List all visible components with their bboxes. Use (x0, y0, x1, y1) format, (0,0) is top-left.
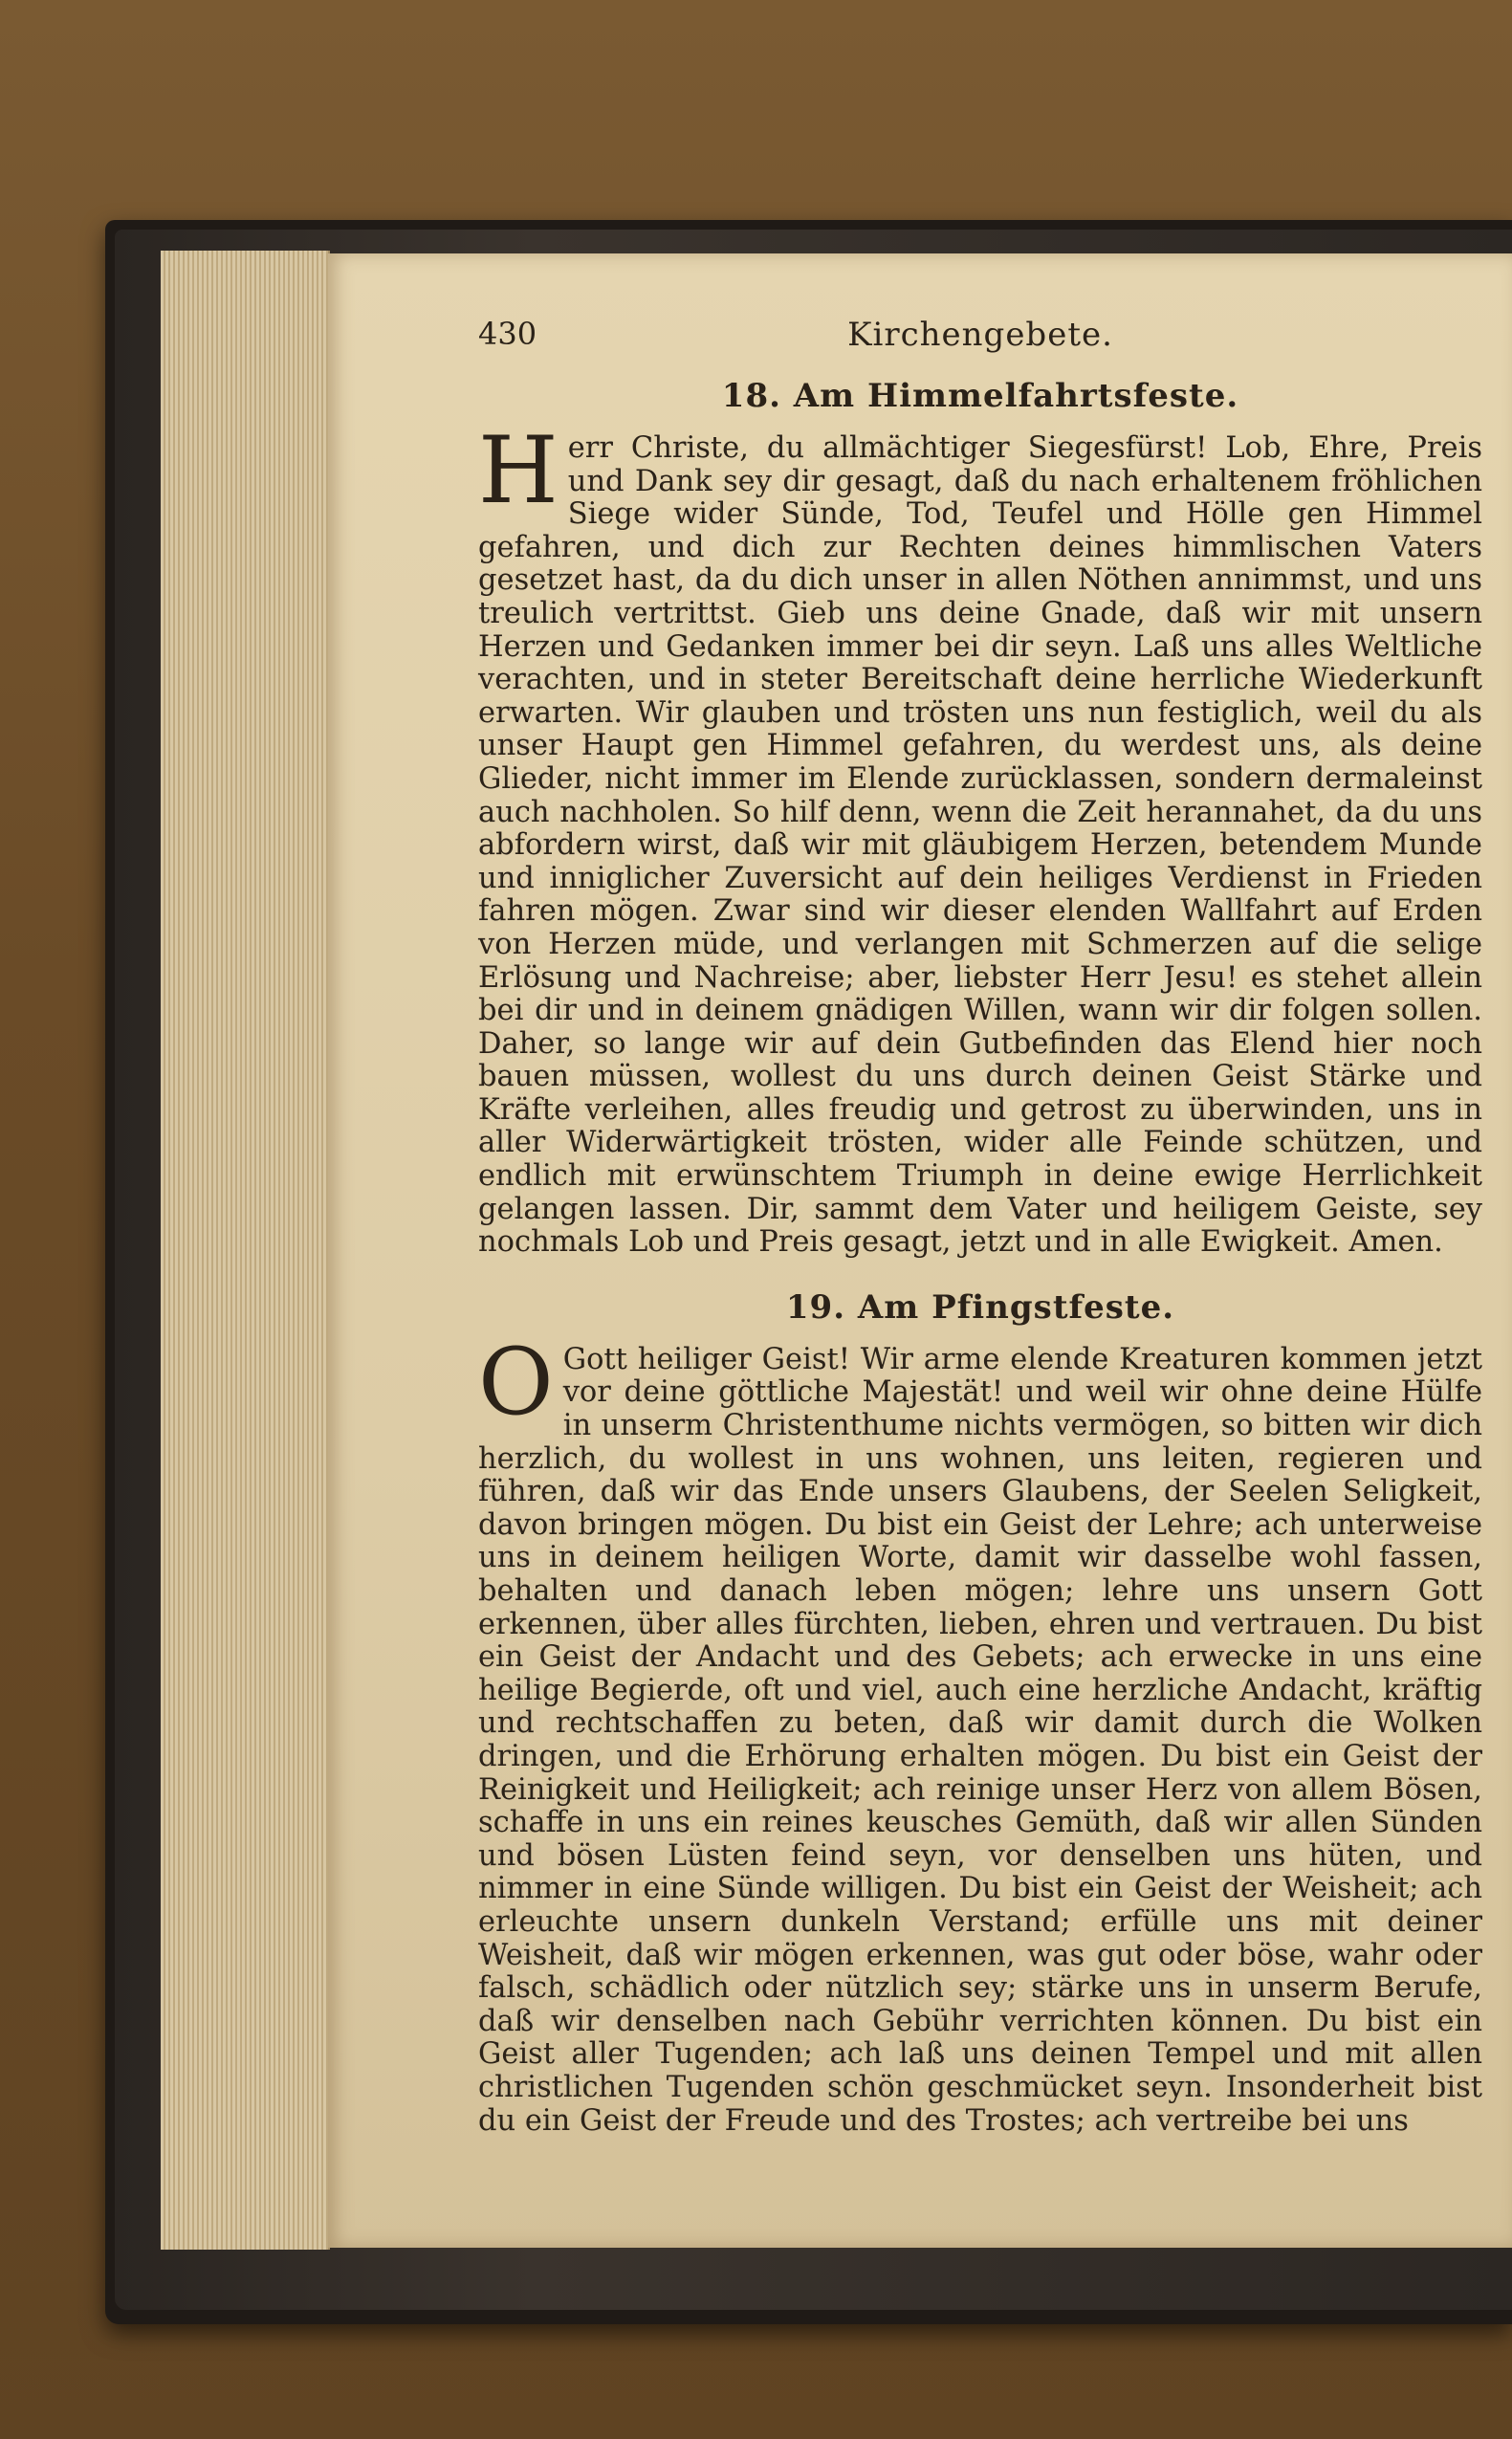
page-edges (161, 251, 330, 2250)
section-spacer (478, 1260, 1482, 1279)
running-head: Kirchengebete. (847, 316, 1113, 354)
prayer-ascension (478, 417, 1482, 1260)
dropcap-o: O (478, 1328, 554, 1436)
page-content (478, 316, 1482, 2138)
prayer-pentecost-text: Gott heiliger Geist! Wir arme elende Kreaturen kommen jetzt vor deine göttliche Majestät! und weil wir ohne deine Hülfe in unserm Christenthume nichts vermögen, so bitten wir dich herzlich, du wollest in uns wohnen, uns leiten, regieren und führen, daß wir das Ende unsers Glaubens, der Seelen Seligkeit, davon bringen mögen. Du bist ein Geist der Lehre; ach unterweise uns in deinem heiligen Worte, damit wir dasselbe wohl fassen, behalten und danach leben mögen; lehre uns unsern Gott erkennen, über alles fürchten, lieben, ehren und vertrauen. Du bist ein Geist der Andacht und des Gebets; ach erwecke in uns eine heilige Begierde, oft und viel, auch eine herzliche Andacht, kräftig und rechtschaffen zu beten, daß wir damit durch die Wolken dringen, und die Erhörung erhalten mögen. Du bist ein Geist der Reinigkeit und Heiligkeit; ach reinige unser Herz von allem Bösen, schaffe in uns ein reines keusches Gemüth, daß wir allen Sünden und bösen Lüsten feind seyn, vor denselben uns hüten, und nimmer in eine Sünde willigen. Du bist ein Geist der Weisheit; ach erleuchte unsern dunkeln Verstand; erfülle uns mit deiner Weisheit, daß wir mögen erkennen, was gut oder böse, wahr oder falsch, schädlich oder nützlich sey; stärke uns in unserm Berufe, daß wir denselben nach Gebühr verrichten können. Du bist ein Geist aller Tugenden; ach laß uns deinen Tempel und mit allen christlichen Tugenden schön geschmücket seyn. Insonderheit bist du ein Geist der Freude und des Trostes; ach vertreibe bei uns (478, 1342, 1482, 2138)
page-header (478, 316, 1482, 358)
page-number: 430 (478, 316, 537, 352)
dropcap-h: H (478, 417, 559, 524)
section-title-pentecost: 19. Am Pfingstfeste. (785, 1287, 1175, 1327)
prayer-pentecost (478, 1328, 1482, 2138)
section-title-ascension: 18. Am Himmelfahrtsfeste. (721, 377, 1239, 415)
prayer-ascension-text: err Christe, du allmächtiger Siegesfürst! Lob, Ehre, Preis und Dank sey dir gesagt, daß du nach erhaltenem fröhlichen Siege wider Sünde, Tod, Teufel und Hölle gen Himmel gefahren, und dich zur Rechten deines himmlischen Vaters gesetzet hast, da du dich unser in allen Nöthen annimmst, und uns treulich vertrittst. Gieb uns deine Gnade, daß wir mit unsern Herzen und Gedanken immer bei dir seyn. Laß uns alles Weltliche verachten, und in steter Bereitschaft deine herrliche Wiederkunft erwarten. Wir glauben und trösten uns nun festiglich, weil du als unser Haupt gen Himmel gefahren, du werdest uns, als deine Glieder, nicht immer im Elende zurücklassen, sondern dermaleinst auch nachholen. So hilf denn, wenn die Zeit herannahet, da du uns abfordern wirst, daß wir mit gläubigem Herzen, betendem Munde und inniglicher Zuversicht auf dein heiliges Verdienst in Frieden fahren mögen. Zwar sind wir dieser elenden Wallfahrt auf Erden von Herzen müde, und verlangen mit Schmerzen auf die selige Erlösung und Nachreise; aber, liebster Herr Jesu! es stehet allein bei dir und in deinem gnädigen Willen, wann wir dir folgen sollen. Daher, so lange wir auf dein Gutbefinden das Elend hier noch bauen müssen, wollest du uns durch deinen Geist Stärke und Kräfte verleihen, alles freudig und getrost zu überwinden, uns in aller Widerwärtigkeit trösten, wider alle Feinde schützen, und endlich mit erwünschtem Triumph in deine ewige Herrlichkeit gelangen lassen. Dir, sammt dem Vater und heiligem Geiste, sey nochmals Lob und Preis gesagt, jetzt und in alle Ewigkeit. Amen. (478, 431, 1482, 1260)
